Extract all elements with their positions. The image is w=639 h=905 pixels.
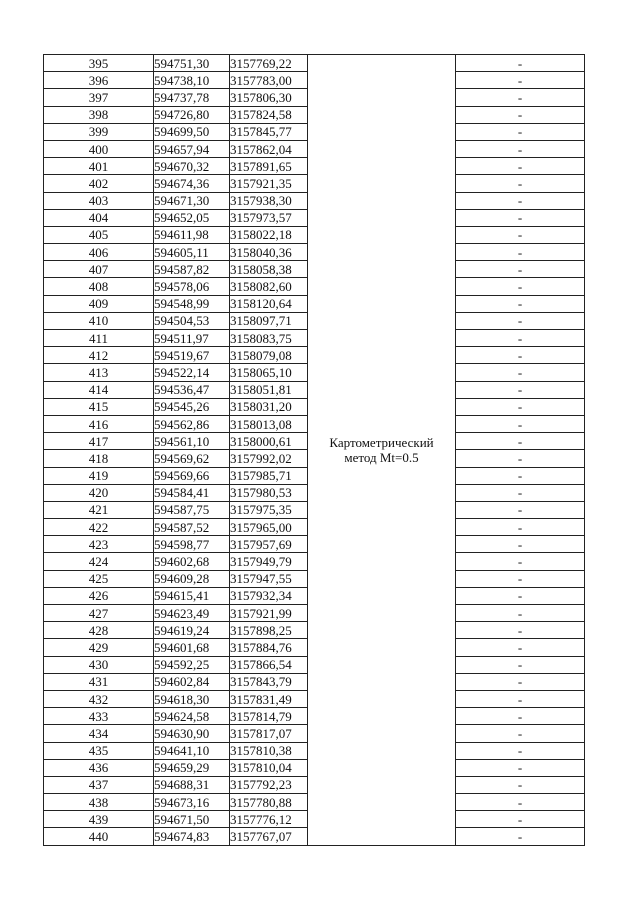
point-number-cell: 439: [44, 811, 154, 828]
point-number-cell: 422: [44, 519, 154, 536]
y-coordinate-cell: 3157884,76: [230, 639, 308, 656]
y-coordinate-cell: 3158097,71: [230, 312, 308, 329]
y-coordinate-cell: 3157921,99: [230, 605, 308, 622]
table-row: [44, 55, 585, 72]
y-coordinate-cell: 3158022,18: [230, 226, 308, 243]
x-coordinate-cell: 594602,84: [154, 673, 230, 690]
point-number-cell: 429: [44, 639, 154, 656]
x-coordinate-cell: 594519,67: [154, 347, 230, 364]
y-coordinate-cell: 3157776,12: [230, 811, 308, 828]
x-coordinate-cell: 594657,94: [154, 140, 230, 157]
y-coordinate-cell: 3157806,30: [230, 89, 308, 106]
y-coordinate-cell: 3157898,25: [230, 622, 308, 639]
point-number-cell: 406: [44, 244, 154, 261]
accuracy-cell: -: [456, 398, 585, 415]
point-number-cell: 411: [44, 330, 154, 347]
accuracy-cell: -: [456, 158, 585, 175]
y-coordinate-cell: 3157824,58: [230, 106, 308, 123]
point-number-cell: 415: [44, 398, 154, 415]
y-coordinate-cell: 3157985,71: [230, 467, 308, 484]
point-number-cell: 409: [44, 295, 154, 312]
accuracy-cell: -: [456, 415, 585, 432]
x-coordinate-cell: 594652,05: [154, 209, 230, 226]
accuracy-cell: -: [456, 794, 585, 811]
x-coordinate-cell: 594609,28: [154, 570, 230, 587]
y-coordinate-cell: 3158000,61: [230, 433, 308, 450]
x-coordinate-cell: 594587,82: [154, 261, 230, 278]
x-coordinate-cell: 594569,62: [154, 450, 230, 467]
point-number-cell: 398: [44, 106, 154, 123]
accuracy-cell: -: [456, 381, 585, 398]
accuracy-cell: -: [456, 759, 585, 776]
y-coordinate-cell: 3157866,54: [230, 656, 308, 673]
y-coordinate-cell: 3157810,38: [230, 742, 308, 759]
accuracy-cell: -: [456, 605, 585, 622]
point-number-cell: 402: [44, 175, 154, 192]
y-coordinate-cell: 3157843,79: [230, 673, 308, 690]
x-coordinate-cell: 594659,29: [154, 759, 230, 776]
point-number-cell: 396: [44, 72, 154, 89]
accuracy-cell: -: [456, 123, 585, 140]
x-coordinate-cell: 594671,30: [154, 192, 230, 209]
x-coordinate-cell: 594674,36: [154, 175, 230, 192]
x-coordinate-cell: 594522,14: [154, 364, 230, 381]
x-coordinate-cell: 594592,25: [154, 656, 230, 673]
y-coordinate-cell: 3157767,07: [230, 828, 308, 845]
accuracy-cell: -: [456, 261, 585, 278]
y-coordinate-cell: 3158082,60: [230, 278, 308, 295]
x-coordinate-cell: 594623,49: [154, 605, 230, 622]
accuracy-cell: -: [456, 192, 585, 209]
accuracy-cell: -: [456, 295, 585, 312]
x-coordinate-cell: 594619,24: [154, 622, 230, 639]
y-coordinate-cell: 3157973,57: [230, 209, 308, 226]
coordinates-table: [43, 54, 585, 846]
y-coordinate-cell: 3158083,75: [230, 330, 308, 347]
x-coordinate-cell: 594536,47: [154, 381, 230, 398]
point-number-cell: 420: [44, 484, 154, 501]
y-coordinate-cell: 3158013,08: [230, 415, 308, 432]
accuracy-cell: -: [456, 433, 585, 450]
y-coordinate-cell: 3157932,34: [230, 587, 308, 604]
x-coordinate-cell: 594578,06: [154, 278, 230, 295]
point-number-cell: 412: [44, 347, 154, 364]
accuracy-cell: -: [456, 828, 585, 845]
y-coordinate-cell: 3158040,36: [230, 244, 308, 261]
x-coordinate-cell: 594615,41: [154, 587, 230, 604]
x-coordinate-cell: 594601,68: [154, 639, 230, 656]
accuracy-cell: -: [456, 570, 585, 587]
x-coordinate-cell: 594605,11: [154, 244, 230, 261]
point-number-cell: 395: [44, 55, 154, 72]
accuracy-cell: -: [456, 656, 585, 673]
accuracy-cell: -: [456, 776, 585, 793]
point-number-cell: 397: [44, 89, 154, 106]
accuracy-cell: -: [456, 278, 585, 295]
accuracy-cell: -: [456, 106, 585, 123]
accuracy-cell: -: [456, 55, 585, 72]
x-coordinate-cell: 594671,50: [154, 811, 230, 828]
x-coordinate-cell: 594751,30: [154, 55, 230, 72]
point-number-cell: 399: [44, 123, 154, 140]
x-coordinate-cell: 594641,10: [154, 742, 230, 759]
x-coordinate-cell: 594726,80: [154, 106, 230, 123]
accuracy-cell: -: [456, 708, 585, 725]
accuracy-cell: -: [456, 519, 585, 536]
x-coordinate-cell: 594674,83: [154, 828, 230, 845]
point-number-cell: 416: [44, 415, 154, 432]
x-coordinate-cell: 594699,50: [154, 123, 230, 140]
x-coordinate-cell: 594587,75: [154, 501, 230, 518]
point-number-cell: 431: [44, 673, 154, 690]
point-number-cell: 417: [44, 433, 154, 450]
x-coordinate-cell: 594611,98: [154, 226, 230, 243]
point-number-cell: 410: [44, 312, 154, 329]
point-number-cell: 430: [44, 656, 154, 673]
point-number-cell: 401: [44, 158, 154, 175]
accuracy-cell: -: [456, 364, 585, 381]
x-coordinate-cell: 594624,58: [154, 708, 230, 725]
accuracy-cell: -: [456, 330, 585, 347]
x-coordinate-cell: 594738,10: [154, 72, 230, 89]
point-number-cell: 425: [44, 570, 154, 587]
y-coordinate-cell: 3157817,07: [230, 725, 308, 742]
y-coordinate-cell: 3157949,79: [230, 553, 308, 570]
x-coordinate-cell: 594630,90: [154, 725, 230, 742]
accuracy-cell: -: [456, 140, 585, 157]
accuracy-cell: -: [456, 209, 585, 226]
y-coordinate-cell: 3157783,00: [230, 72, 308, 89]
accuracy-cell: -: [456, 690, 585, 707]
accuracy-cell: -: [456, 673, 585, 690]
y-coordinate-cell: 3157845,77: [230, 123, 308, 140]
x-coordinate-cell: 594737,78: [154, 89, 230, 106]
y-coordinate-cell: 3158058,38: [230, 261, 308, 278]
point-number-cell: 414: [44, 381, 154, 398]
y-coordinate-cell: 3157947,55: [230, 570, 308, 587]
accuracy-cell: -: [456, 811, 585, 828]
x-coordinate-cell: 594545,26: [154, 398, 230, 415]
y-coordinate-cell: 3157921,35: [230, 175, 308, 192]
x-coordinate-cell: 594670,32: [154, 158, 230, 175]
x-coordinate-cell: 594688,31: [154, 776, 230, 793]
point-number-cell: 405: [44, 226, 154, 243]
method-name: Картометрический: [329, 434, 434, 450]
y-coordinate-cell: 3157957,69: [230, 536, 308, 553]
accuracy-cell: -: [456, 226, 585, 243]
y-coordinate-cell: 3158065,10: [230, 364, 308, 381]
accuracy-cell: -: [456, 450, 585, 467]
x-coordinate-cell: 594561,10: [154, 433, 230, 450]
x-coordinate-cell: 594584,41: [154, 484, 230, 501]
accuracy-cell: -: [456, 244, 585, 261]
y-coordinate-cell: 3157965,00: [230, 519, 308, 536]
point-number-cell: 436: [44, 759, 154, 776]
accuracy-cell: -: [456, 639, 585, 656]
x-coordinate-cell: 594562,86: [154, 415, 230, 432]
y-coordinate-cell: 3157769,22: [230, 55, 308, 72]
y-coordinate-cell: 3157810,04: [230, 759, 308, 776]
x-coordinate-cell: 594587,52: [154, 519, 230, 536]
point-number-cell: 400: [44, 140, 154, 157]
x-coordinate-cell: 594504,53: [154, 312, 230, 329]
y-coordinate-cell: 3157992,02: [230, 450, 308, 467]
accuracy-cell: -: [456, 501, 585, 518]
point-number-cell: 403: [44, 192, 154, 209]
y-coordinate-cell: 3157792,23: [230, 776, 308, 793]
point-number-cell: 407: [44, 261, 154, 278]
point-number-cell: 433: [44, 708, 154, 725]
y-coordinate-cell: 3158051,81: [230, 381, 308, 398]
accuracy-cell: -: [456, 725, 585, 742]
point-number-cell: 419: [44, 467, 154, 484]
point-number-cell: 437: [44, 776, 154, 793]
y-coordinate-cell: 3157938,30: [230, 192, 308, 209]
accuracy-cell: -: [456, 312, 585, 329]
point-number-cell: 426: [44, 587, 154, 604]
y-coordinate-cell: 3157780,88: [230, 794, 308, 811]
point-number-cell: 434: [44, 725, 154, 742]
y-coordinate-cell: 3158120,64: [230, 295, 308, 312]
point-number-cell: 427: [44, 605, 154, 622]
point-number-cell: 404: [44, 209, 154, 226]
accuracy-cell: -: [456, 89, 585, 106]
x-coordinate-cell: 594618,30: [154, 690, 230, 707]
accuracy-cell: -: [456, 742, 585, 759]
point-number-cell: 418: [44, 450, 154, 467]
point-number-cell: 408: [44, 278, 154, 295]
method-cell: [308, 55, 456, 846]
point-number-cell: 440: [44, 828, 154, 845]
y-coordinate-cell: 3157975,35: [230, 501, 308, 518]
x-coordinate-cell: 594569,66: [154, 467, 230, 484]
accuracy-cell: -: [456, 72, 585, 89]
point-number-cell: 438: [44, 794, 154, 811]
y-coordinate-cell: 3157862,04: [230, 140, 308, 157]
y-coordinate-cell: 3157980,53: [230, 484, 308, 501]
accuracy-cell: -: [456, 536, 585, 553]
x-coordinate-cell: 594673,16: [154, 794, 230, 811]
x-coordinate-cell: 594548,99: [154, 295, 230, 312]
x-coordinate-cell: 594511,97: [154, 330, 230, 347]
accuracy-cell: -: [456, 347, 585, 364]
x-coordinate-cell: 594598,77: [154, 536, 230, 553]
point-number-cell: 413: [44, 364, 154, 381]
y-coordinate-cell: 3157831,49: [230, 690, 308, 707]
accuracy-cell: -: [456, 467, 585, 484]
method-accuracy: метод Mt=0.5: [344, 449, 419, 465]
y-coordinate-cell: 3158079,08: [230, 347, 308, 364]
y-coordinate-cell: 3158031,20: [230, 398, 308, 415]
accuracy-cell: -: [456, 553, 585, 570]
point-number-cell: 424: [44, 553, 154, 570]
x-coordinate-cell: 594602,68: [154, 553, 230, 570]
y-coordinate-cell: 3157891,65: [230, 158, 308, 175]
accuracy-cell: -: [456, 484, 585, 501]
y-coordinate-cell: 3157814,79: [230, 708, 308, 725]
point-number-cell: 428: [44, 622, 154, 639]
point-number-cell: 423: [44, 536, 154, 553]
accuracy-cell: -: [456, 587, 585, 604]
point-number-cell: 435: [44, 742, 154, 759]
accuracy-cell: -: [456, 175, 585, 192]
point-number-cell: 421: [44, 501, 154, 518]
point-number-cell: 432: [44, 690, 154, 707]
accuracy-cell: -: [456, 622, 585, 639]
coordinates-table-body: [44, 55, 585, 846]
